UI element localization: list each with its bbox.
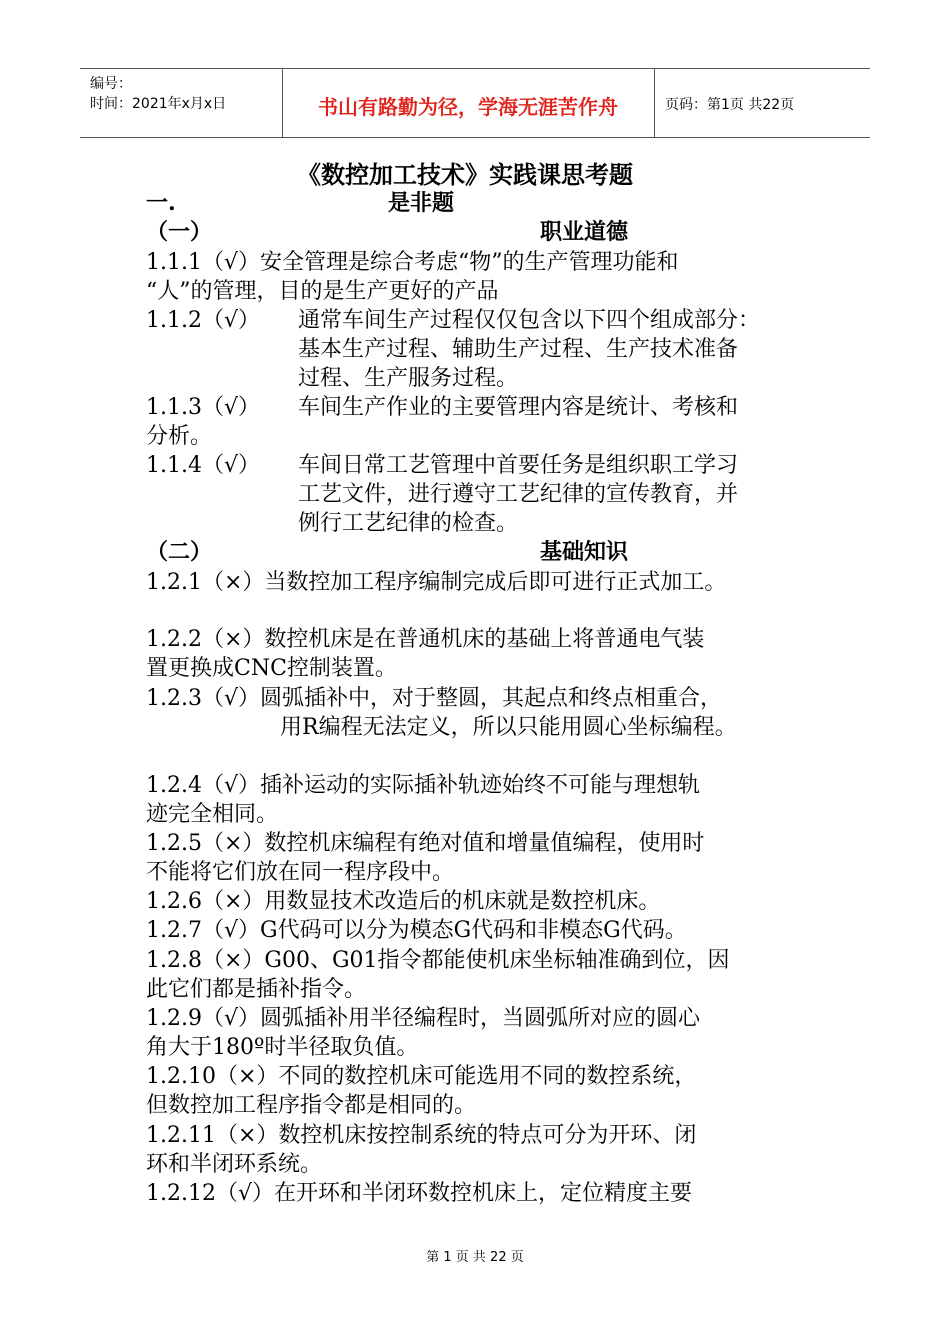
question-line: 分析。 bbox=[146, 424, 213, 449]
question-line: 1.2.7（√）G代码可以分为模态G代码和非模态G代码。 bbox=[146, 918, 687, 943]
section-number: （二） bbox=[146, 539, 213, 565]
question-line: 基本生产过程、辅助生产过程、生产技术准备 bbox=[298, 337, 739, 362]
question-line: 但数控加工程序指令都是相同的。 bbox=[146, 1093, 477, 1118]
question-line: 通常车间生产过程仅仅包含以下四个组成部分： bbox=[298, 308, 761, 333]
question-line: 1.2.5（×）数控机床编程有绝对值和增量值编程，使用时 bbox=[146, 831, 705, 856]
time-label: 时间：2021年x月x日 bbox=[90, 96, 227, 112]
document-title: 《数控加工技术》实践课思考题 bbox=[297, 160, 633, 189]
section-title: 基础知识 bbox=[540, 539, 629, 565]
question-line: 用R编程无法定义，所以只能用圆心坐标编程。 bbox=[280, 715, 737, 740]
question-line: 1.2.11（×）数控机床按控制系统的特点可分为开环、闭 bbox=[146, 1123, 697, 1148]
question-line: 迹完全相同。 bbox=[146, 802, 279, 827]
question-line: 1.2.4（√）插补运动的实际插补轨迹始终不可能与理想轨 bbox=[146, 773, 700, 798]
question-line: 角大于180º时半径取负值。 bbox=[146, 1035, 419, 1060]
question-line: 此它们都是插补指令。 bbox=[146, 977, 367, 1002]
question-line: 车间日常工艺管理中首要任务是组织职工学习 bbox=[298, 453, 739, 478]
question-line: 工艺文件，进行遵守工艺纪律的宣传教育，并 bbox=[298, 482, 739, 507]
code-label: 编号： bbox=[90, 76, 132, 92]
question-line: 1.2.8（×）G00、G01指令都能使机床坐标轴准确到位，因 bbox=[146, 948, 730, 973]
question-number: 1.1.3（√） bbox=[146, 395, 260, 420]
question-line: 1.2.2（×）数控机床是在普通机床的基础上将普通电气装 bbox=[146, 627, 705, 652]
part-number: 一. bbox=[146, 190, 176, 216]
header-page-cell bbox=[655, 69, 870, 137]
question-line: 1.2.10（×）不同的数控机床可能选用不同的数控系统， bbox=[146, 1064, 697, 1089]
question-line: 例行工艺纪律的检查。 bbox=[298, 511, 519, 536]
page-footer: 第 1 页 共 22 页 bbox=[426, 1250, 524, 1265]
question-line: 不能将它们放在同一程序段中。 bbox=[146, 860, 455, 885]
section-title: 职业道德 bbox=[540, 219, 629, 245]
section-number: （一） bbox=[146, 219, 213, 245]
question-line: 1.2.1（×）当数控加工程序编制完成后即可进行正式加工。 bbox=[146, 570, 727, 595]
question-number: 1.1.2（√） bbox=[146, 308, 260, 333]
header-info-cell bbox=[80, 69, 283, 137]
question-line: 车间生产作业的主要管理内容是统计、考核和 bbox=[298, 395, 739, 420]
question-line: 环和半闭环系统。 bbox=[146, 1152, 323, 1177]
question-line: 1.2.6（×）用数显技术改造后的机床就是数控机床。 bbox=[146, 889, 661, 914]
question-line: 过程、生产服务过程。 bbox=[298, 366, 519, 391]
page-info: 页码：第1页 共22页 bbox=[665, 97, 795, 113]
question-line: 1.2.12（√）在开环和半闭环数控机床上，定位精度主要 bbox=[146, 1181, 692, 1206]
question-line: “人”的管理，目的是生产更好的产品 bbox=[146, 279, 499, 304]
question-number: 1.1.4（√） bbox=[146, 453, 260, 478]
question-line: 1.1.1（√）安全管理是综合考虑“物”的生产管理功能和 bbox=[146, 250, 679, 275]
question-line: 1.2.3（√）圆弧插补中，对于整圆，其起点和终点相重合， bbox=[146, 686, 722, 711]
part-title: 是非题 bbox=[388, 190, 455, 216]
page-header bbox=[80, 68, 870, 138]
motto: 书山有路勤为径，学海无涯苦作舟 bbox=[318, 95, 618, 119]
header-motto-cell bbox=[282, 69, 655, 137]
question-line: 1.2.9（√）圆弧插补用半径编程时，当圆弧所对应的圆心 bbox=[146, 1006, 700, 1031]
question-line: 置更换成CNC控制装置。 bbox=[146, 656, 397, 681]
